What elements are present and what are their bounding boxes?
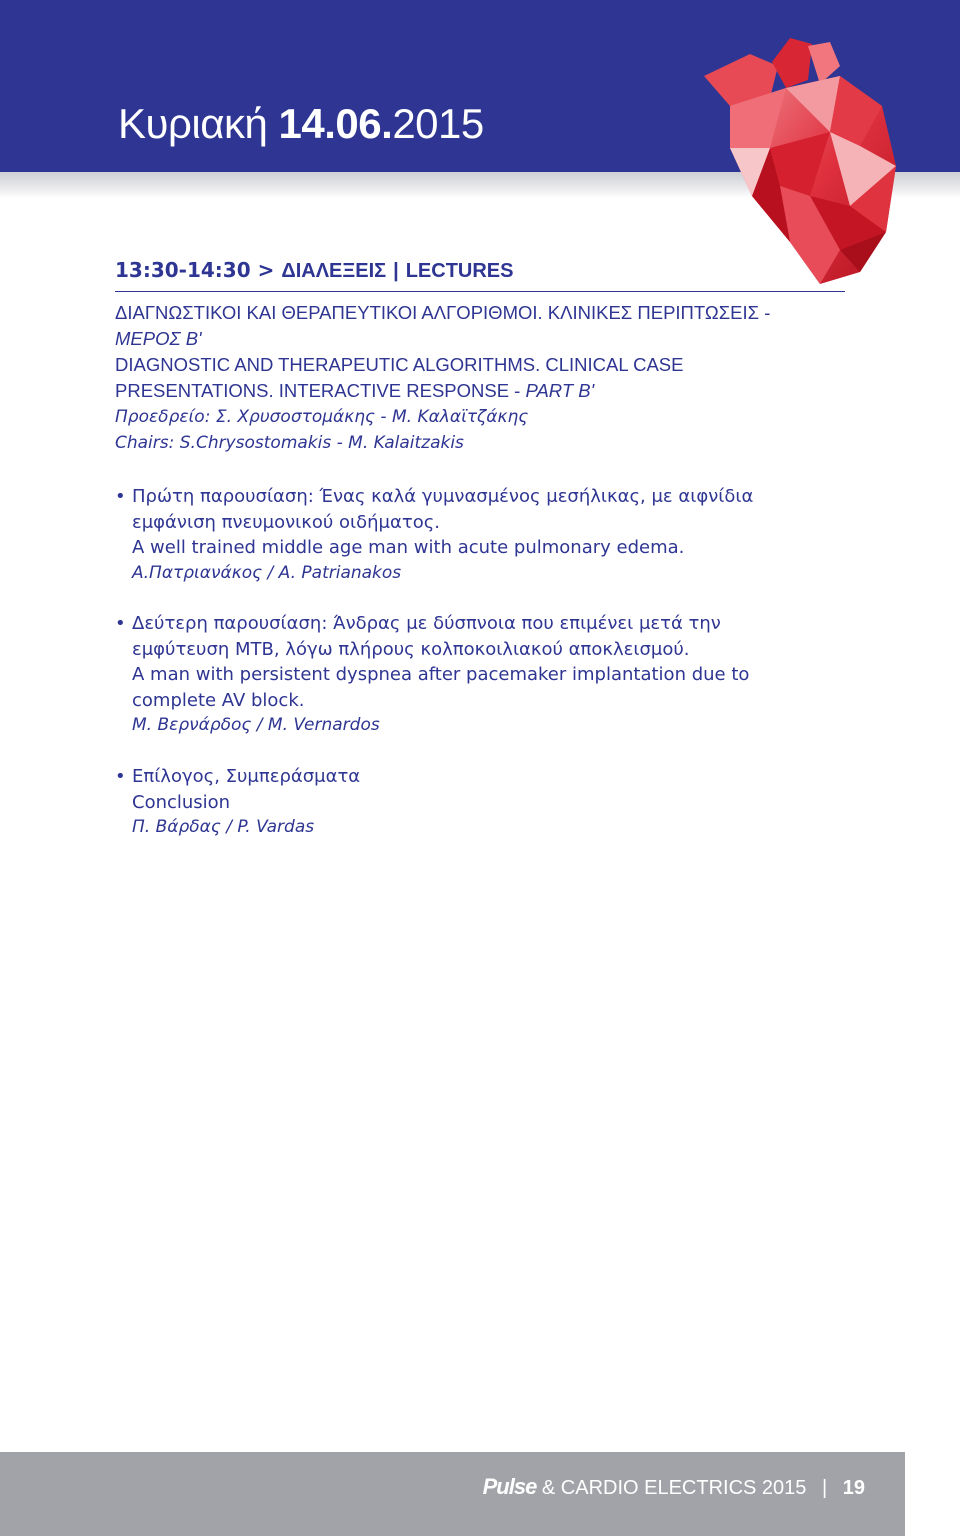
session-title-en-line2: [115, 378, 855, 404]
session-type-en: LECTURES: [405, 260, 514, 282]
footer: [483, 1474, 865, 1500]
session-title-en-line2a: PRESENTATIONS. INTERACTIVE RESPONSE -: [115, 380, 526, 401]
footer-brand-logo: Pulse: [482, 1474, 537, 1499]
date-year: 2015: [392, 100, 484, 147]
item-speaker: Α.Πατριανάκος / A. Patrianakos: [132, 562, 402, 583]
item-en-line1: A well trained middle age man with acute pulmonary edema.: [132, 537, 685, 558]
footer-separator: |: [821, 1477, 828, 1499]
session-time: 13:30-14:30: [115, 258, 251, 282]
list-item: [115, 764, 815, 841]
bullet: •: [115, 766, 126, 787]
item-gr-line1: Επίλογος, Συμπεράσματα: [132, 766, 361, 787]
date-day: Κυριακή: [118, 100, 268, 147]
chairs-en: Chairs: S.Chrysostomakis - M. Kalaitzakis: [115, 433, 464, 453]
heart-illustration: [690, 36, 910, 286]
item-speaker: Π. Βάρδας / P. Vardas: [132, 817, 315, 837]
heart-vessel-top: [772, 38, 812, 88]
header-rule: [115, 291, 845, 292]
session-info: [115, 300, 855, 456]
date-daymonth: 14.06.: [278, 100, 393, 147]
chairs-gr: Προεδρείο: Σ. Χρυσοστομάκης - Μ. Καλαϊτζάκης: [115, 407, 529, 427]
item-gr-line1: Δεύτερη παρουσίαση: Άνδρας με δύσπνοια που επιμένει μετά την: [132, 613, 721, 634]
bullet: •: [115, 613, 126, 634]
item-gr-line2: εμφύτευση ΜΤΒ, λόγω πλήρους κολποκοιλιακού αποκλεισμού.: [132, 638, 690, 660]
session-arrow: >: [257, 258, 275, 282]
item-gr-line2: εμφάνιση πνευμονικού οιδήματος.: [132, 511, 440, 533]
session-divider: |: [393, 260, 399, 282]
session-header: [115, 258, 514, 283]
session-title-en-line2b: PART B': [525, 380, 595, 401]
item-speaker: Μ. Βερνάρδος / M. Vernardos: [132, 715, 380, 735]
session-type-gr: ΔΙΑΛΕΞΕΙΣ: [281, 260, 387, 282]
page-number: 19: [842, 1477, 865, 1499]
bullet: •: [115, 486, 126, 507]
item-gr-line1: Πρώτη παρουσίαση: Ένας καλά γυμνασμένος μεσήλικας, με αιφνίδια: [132, 486, 754, 507]
item-en-line1: Conclusion: [132, 791, 231, 813]
list-item: [115, 484, 815, 586]
footer-title: & CARDIO ELECTRICS 2015: [541, 1477, 807, 1499]
item-en-line1: A man with persistent dyspnea after pacemaker implantation due to: [132, 664, 750, 685]
session-title-gr-line1: ΔΙΑΓΝΩΣΤΙΚΟΙ ΚΑΙ ΘΕΡΑΠΕΥΤΙΚΟΙ ΑΛΓΟΡΙΘΜΟΙ. ΚΛΙΝΙΚΕΣ ΠΕΡΙΠΤΩΣΕΙΣ -: [115, 302, 771, 323]
header-date: [118, 100, 484, 148]
item-en-line2: complete AV block.: [132, 689, 305, 711]
session-title-gr-line2: ΜΕΡΟΣ Β': [115, 328, 202, 349]
session-title-en-line1: DIAGNOSTIC AND THERAPEUTIC ALGORITHMS. CLINICAL CASE: [115, 354, 684, 375]
list-item: [115, 611, 815, 739]
